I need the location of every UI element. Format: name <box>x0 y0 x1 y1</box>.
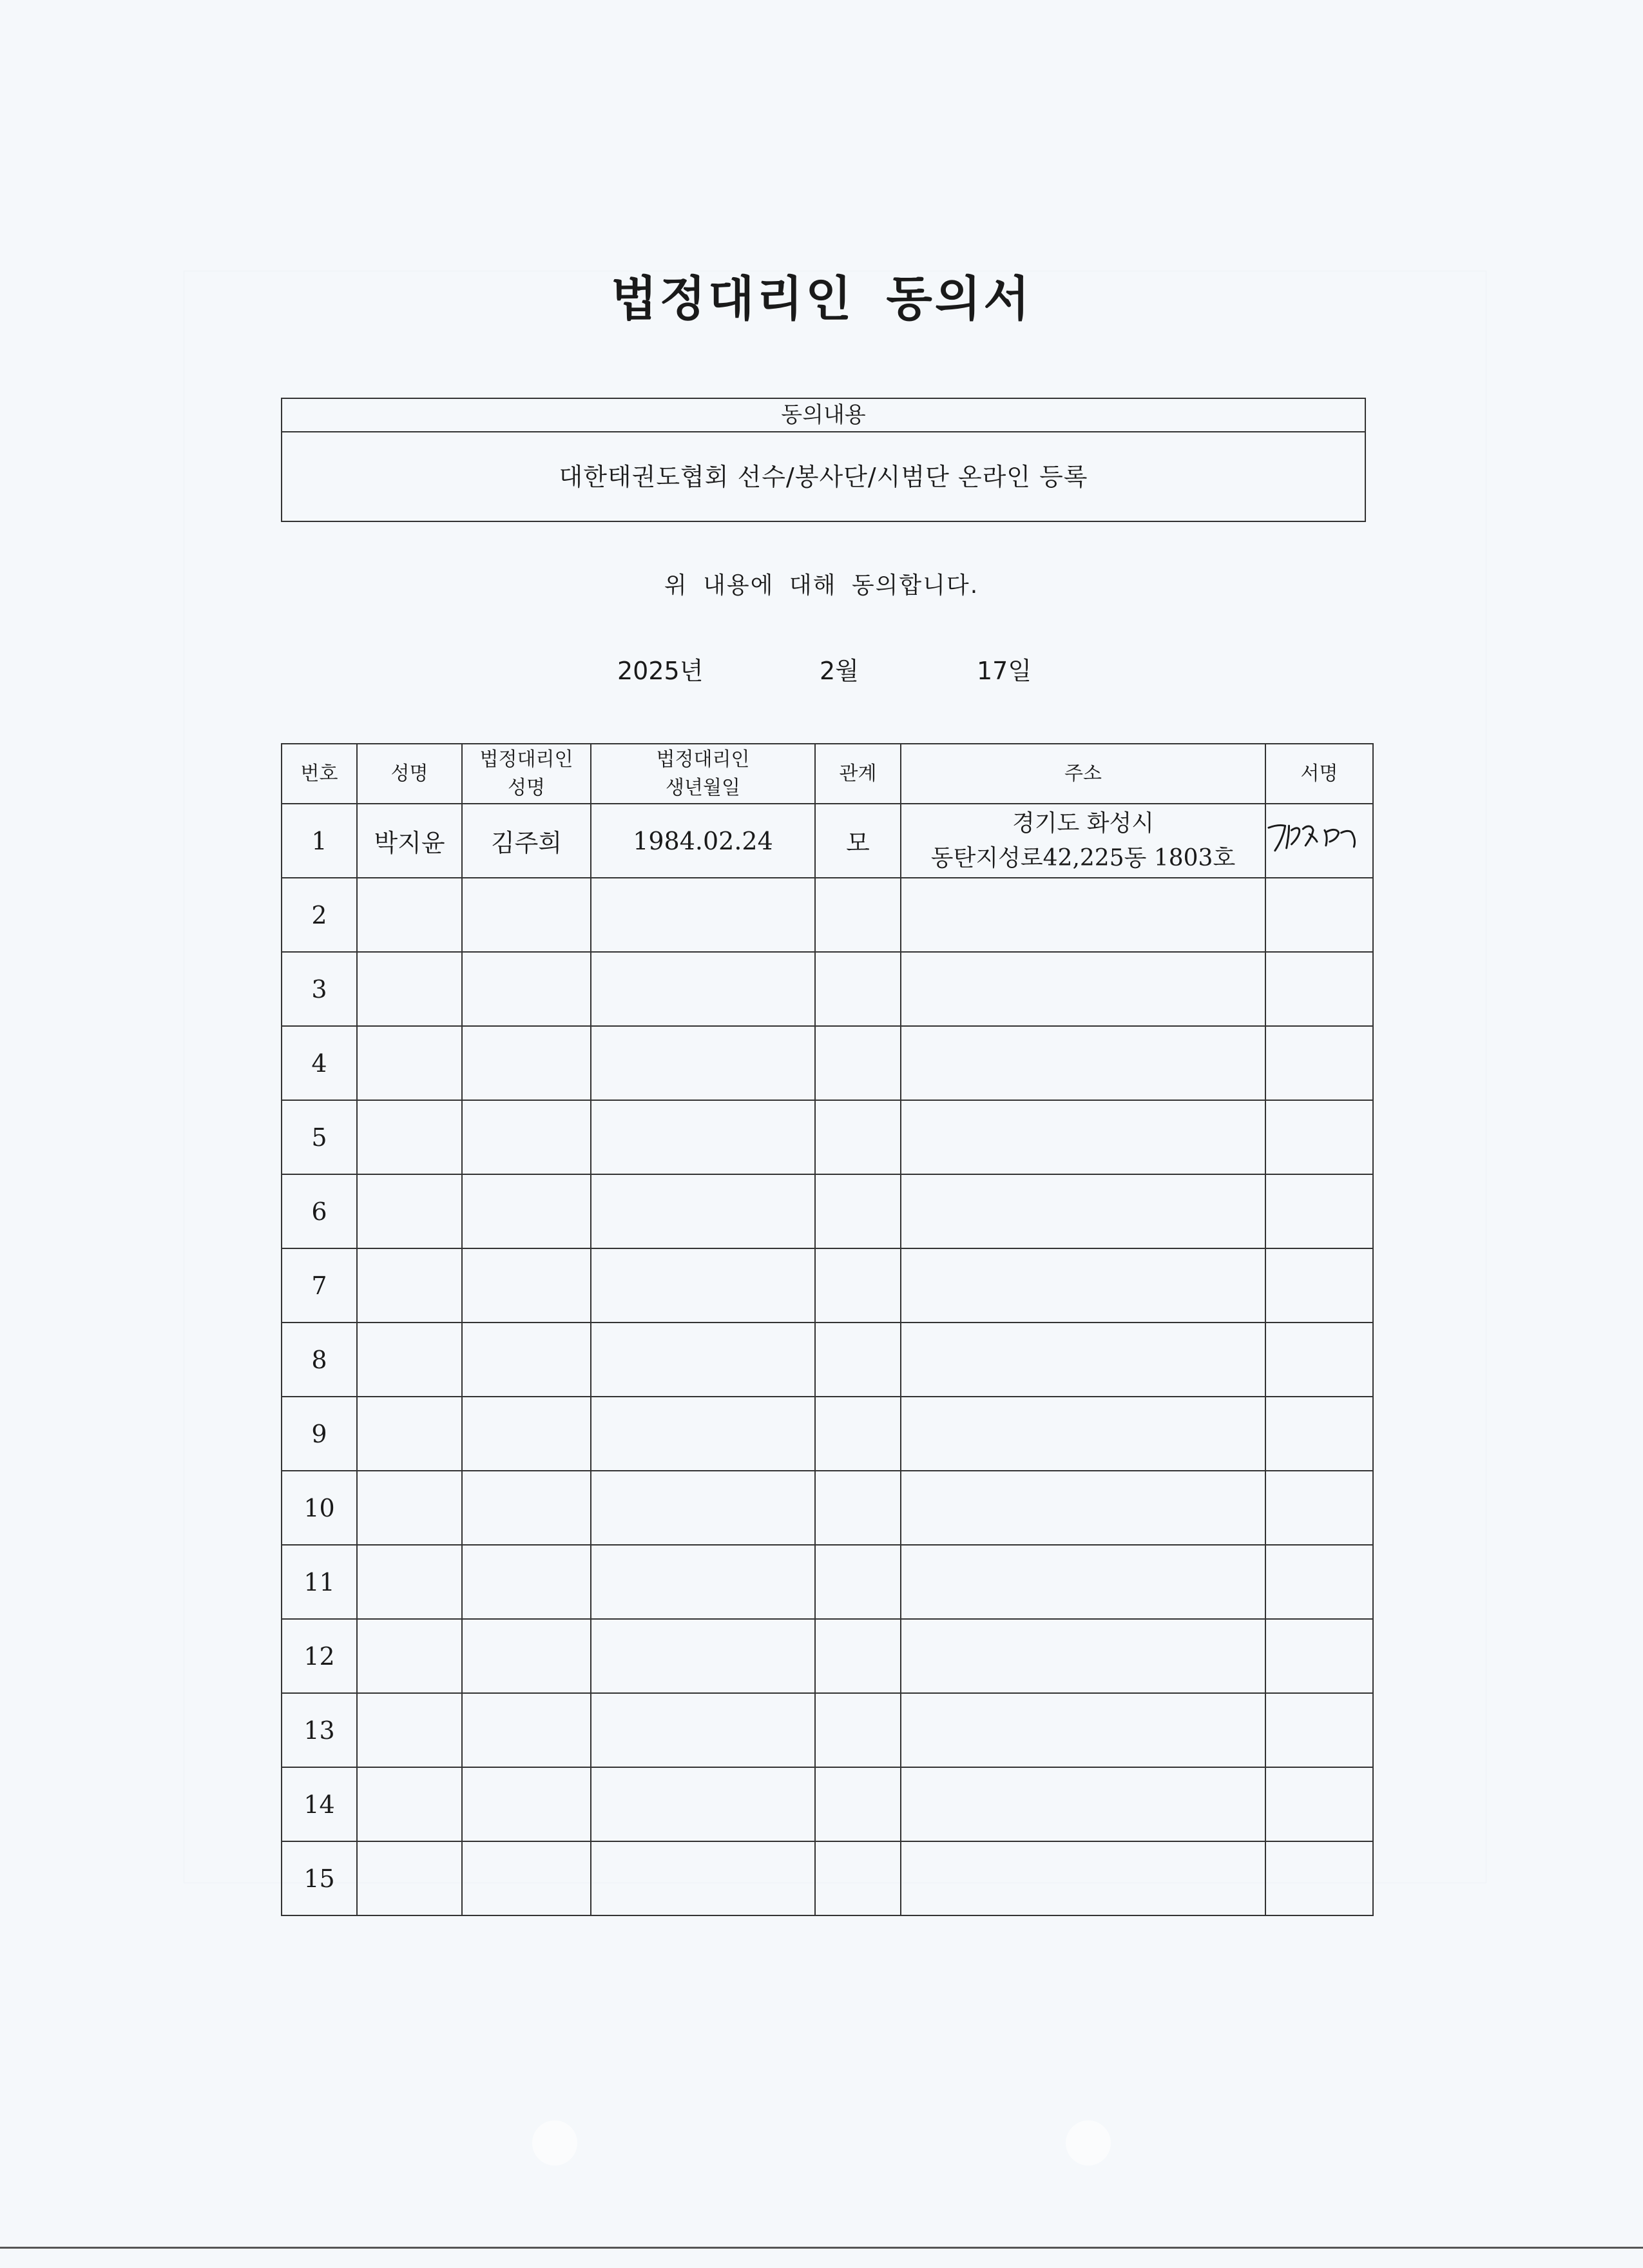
row-guardian-name <box>462 1397 591 1471</box>
row-address <box>901 1174 1265 1248</box>
row-number: 12 <box>282 1619 357 1693</box>
row-relation <box>815 1248 901 1323</box>
row-address <box>901 1841 1265 1915</box>
row-number: 8 <box>282 1323 357 1397</box>
agreement-text: 위 내용에 대해 동의합니다. <box>664 572 979 599</box>
consent-content: 대한태권도협회 선수/봉사단/시범단 온라인 등록 <box>559 463 1088 491</box>
row-signature <box>1265 1323 1373 1397</box>
row-guardian-birth <box>591 1026 815 1100</box>
row-guardian-birth <box>591 1841 815 1915</box>
header-name: 성명 <box>357 744 462 804</box>
row-guardian-birth <box>591 1323 815 1397</box>
row-signature <box>1265 1619 1373 1693</box>
row-guardian-birth <box>591 1545 815 1619</box>
row-signature <box>1265 1693 1373 1767</box>
row-guardian-birth <box>591 1174 815 1248</box>
row-name <box>357 952 462 1026</box>
row-number: 3 <box>282 952 357 1026</box>
row-address <box>901 952 1265 1026</box>
row-address <box>901 1767 1265 1841</box>
header-guardian-name-line1: 법정대리인 <box>479 748 573 771</box>
row-relation <box>815 878 901 952</box>
row-name <box>357 1100 462 1174</box>
row-address <box>901 1619 1265 1693</box>
row-guardian-name <box>462 1841 591 1915</box>
row-guardian-birth <box>591 1397 815 1471</box>
row-address <box>901 1471 1265 1545</box>
header-guardian-name-line2: 성명 <box>508 776 545 799</box>
row-guardian-birth: 1984.02.24 <box>591 804 815 878</box>
row-name <box>357 878 462 952</box>
row-guardian-birth <box>591 1471 815 1545</box>
row-number: 4 <box>282 1026 357 1100</box>
header-guardian-birth <box>591 744 815 804</box>
table-row <box>282 1248 1373 1323</box>
row-guardian-name <box>462 1248 591 1323</box>
row-relation <box>815 1174 901 1248</box>
header-guardian-birth-line1: 법정대리인 <box>656 748 750 771</box>
row-signature <box>1265 804 1373 878</box>
row-signature <box>1265 1248 1373 1323</box>
row-number: 14 <box>282 1767 357 1841</box>
row-number: 9 <box>282 1397 357 1471</box>
table-row <box>282 1100 1373 1174</box>
table-header-row <box>282 744 1373 804</box>
row-number: 2 <box>282 878 357 952</box>
row-number: 10 <box>282 1471 357 1545</box>
table-row <box>282 1026 1373 1100</box>
row-address <box>901 1248 1265 1323</box>
row-address <box>901 804 1265 878</box>
header-signature: 서명 <box>1265 744 1373 804</box>
row-signature <box>1265 1545 1373 1619</box>
roster-table <box>281 743 1374 1916</box>
row-signature <box>1265 1100 1373 1174</box>
row-relation <box>815 1693 901 1767</box>
row-guardian-name <box>462 1174 591 1248</box>
row-relation <box>815 1545 901 1619</box>
scan-bottom-edge <box>0 2247 1643 2249</box>
row-signature <box>1265 1841 1373 1915</box>
row-number: 15 <box>282 1841 357 1915</box>
row-signature <box>1265 1174 1373 1248</box>
row-signature <box>1265 1026 1373 1100</box>
row-guardian-name <box>462 1100 591 1174</box>
row-address <box>901 1545 1265 1619</box>
row-signature <box>1265 952 1373 1026</box>
row-address <box>901 1100 1265 1174</box>
row-number: 6 <box>282 1174 357 1248</box>
row-guardian-name <box>462 1026 591 1100</box>
row-number: 5 <box>282 1100 357 1174</box>
row-signature <box>1265 1397 1373 1471</box>
row-name <box>357 1841 462 1915</box>
row-relation <box>815 1100 901 1174</box>
header-guardian-name <box>462 744 591 804</box>
header-address: 주소 <box>901 744 1265 804</box>
document-title: 법정대리인 동의서 <box>611 271 1032 327</box>
table-row <box>282 1693 1373 1767</box>
row-guardian-name <box>462 1693 591 1767</box>
row-guardian-birth <box>591 1767 815 1841</box>
punch-hole-right <box>1066 2120 1111 2166</box>
row-guardian-name <box>462 1471 591 1545</box>
row-address <box>901 1693 1265 1767</box>
row-relation <box>815 1619 901 1693</box>
table-row <box>282 952 1373 1026</box>
row-name <box>357 1397 462 1471</box>
row-name <box>357 1026 462 1100</box>
row-address <box>901 878 1265 952</box>
row-number: 1 <box>282 804 357 878</box>
table-row <box>282 1397 1373 1471</box>
row-guardian-name <box>462 1545 591 1619</box>
date-year: 2025년 <box>617 657 704 685</box>
table-row <box>282 1545 1373 1619</box>
row-guardian-name <box>462 1619 591 1693</box>
row-address <box>901 1323 1265 1397</box>
row-relation <box>815 1471 901 1545</box>
table-row <box>282 1323 1373 1397</box>
row-guardian-birth <box>591 952 815 1026</box>
handwritten-signature <box>1266 804 1372 877</box>
row-signature <box>1265 1471 1373 1545</box>
row-relation <box>815 1323 901 1397</box>
table-row <box>282 1619 1373 1693</box>
row-address <box>901 1397 1265 1471</box>
row-relation <box>815 1397 901 1471</box>
header-relation: 관계 <box>815 744 901 804</box>
header-number: 번호 <box>282 744 357 804</box>
row-guardian-birth <box>591 878 815 952</box>
row-number: 7 <box>282 1248 357 1323</box>
table-row <box>282 804 1373 878</box>
row-name <box>357 1545 462 1619</box>
row-name: 박지윤 <box>357 804 462 878</box>
table-row <box>282 1471 1373 1545</box>
consent-box <box>281 398 1366 522</box>
row-address <box>901 1026 1265 1100</box>
row-guardian-birth <box>591 1248 815 1323</box>
row-guardian-name <box>462 1323 591 1397</box>
row-guardian-name <box>462 878 591 952</box>
row-guardian-name: 김주희 <box>462 804 591 878</box>
table-row <box>282 878 1373 952</box>
row-relation <box>815 1026 901 1100</box>
row-relation <box>815 1767 901 1841</box>
row-signature <box>1265 1767 1373 1841</box>
row-guardian-name <box>462 1767 591 1841</box>
row-address-line2: 동탄지성로42,225동 1803호 <box>930 844 1236 871</box>
row-name <box>357 1323 462 1397</box>
date-month: 2월 <box>820 657 859 685</box>
header-guardian-birth-line2: 생년월일 <box>666 776 740 799</box>
row-guardian-name <box>462 952 591 1026</box>
consent-header: 동의내용 <box>282 399 1365 432</box>
row-name <box>357 1174 462 1248</box>
row-number: 11 <box>282 1545 357 1619</box>
table-row <box>282 1767 1373 1841</box>
row-number: 13 <box>282 1693 357 1767</box>
row-guardian-birth <box>591 1693 815 1767</box>
punch-hole-left <box>532 2120 577 2166</box>
row-relation: 모 <box>815 804 901 878</box>
row-address-line1: 경기도 화성시 <box>1012 809 1155 837</box>
row-guardian-birth <box>591 1100 815 1174</box>
table-row <box>282 1841 1373 1915</box>
row-name <box>357 1767 462 1841</box>
row-name <box>357 1619 462 1693</box>
row-name <box>357 1471 462 1545</box>
row-name <box>357 1248 462 1323</box>
row-guardian-birth <box>591 1619 815 1693</box>
date-day: 17일 <box>977 657 1032 685</box>
row-name <box>357 1693 462 1767</box>
row-signature <box>1265 878 1373 952</box>
table-row <box>282 1174 1373 1248</box>
row-relation <box>815 952 901 1026</box>
row-relation <box>815 1841 901 1915</box>
